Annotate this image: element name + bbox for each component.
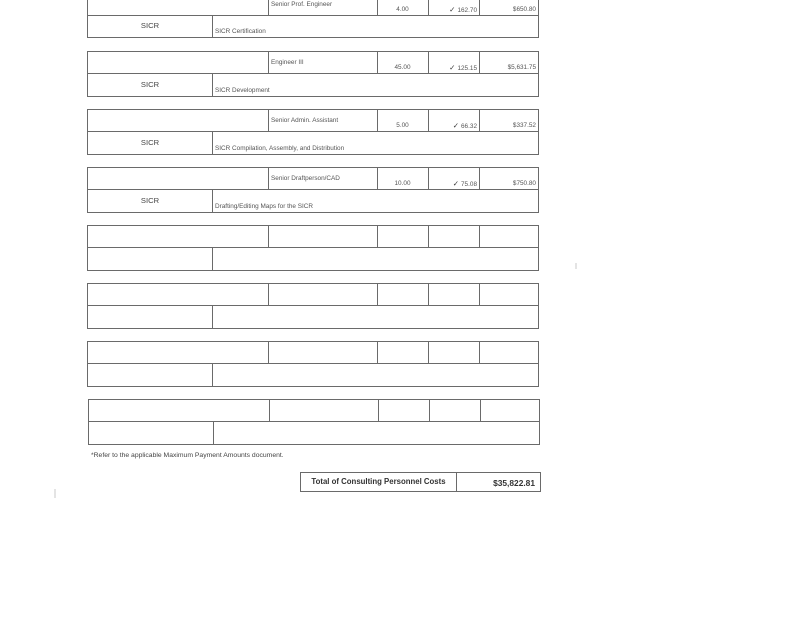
cell-divider <box>377 284 378 305</box>
hours-value: 10.00 <box>394 180 411 187</box>
check-mark-icon: ✓ <box>449 5 456 14</box>
empty-bottom-row <box>88 421 540 445</box>
cost-value: $5,631.75 <box>507 64 536 71</box>
entry-bottom-row <box>87 131 539 155</box>
check-mark-icon: ✓ <box>452 179 459 188</box>
cost-value: $750.80 <box>512 180 536 187</box>
job-title: Senior Admin. Assistant <box>271 117 339 124</box>
cell-divider <box>212 306 213 328</box>
task-code: SICR <box>140 138 160 147</box>
cell-divider <box>479 342 480 363</box>
entry-bottom-row <box>87 189 539 213</box>
cell-divider <box>268 226 269 247</box>
cell-divider <box>268 52 269 73</box>
entry-top-row <box>87 167 539 190</box>
cell-divider <box>268 284 269 305</box>
empty-bottom-row <box>87 305 539 329</box>
cell-divider <box>428 284 429 305</box>
total-value: $35,822.81 <box>493 478 535 488</box>
check-mark-icon: ✓ <box>449 63 456 72</box>
cell-divider <box>212 16 213 37</box>
cell-divider <box>269 400 270 421</box>
job-title: Engineer III <box>271 59 304 66</box>
task-description: SICR Development <box>215 87 270 94</box>
cost-value: $337.52 <box>512 122 536 129</box>
cell-divider <box>268 0 269 15</box>
footnote: *Refer to the applicable Maximum Payment Amounts document. <box>91 452 284 459</box>
rate-value: ✓ 162.70 <box>449 5 477 14</box>
cost-value: $650.80 <box>512 6 536 13</box>
task-code: SICR <box>140 196 160 205</box>
cell-divider <box>212 74 213 96</box>
scan-artifact <box>575 263 577 269</box>
cell-divider <box>377 342 378 363</box>
job-title: Senior Draftperson/CAD <box>271 175 340 182</box>
hours-value: 45.00 <box>394 64 411 71</box>
task-description: SICR Certification <box>215 28 266 35</box>
task-code: SICR <box>140 80 160 89</box>
rate-value: ✓ 125.15 <box>449 63 477 72</box>
empty-top-row <box>87 341 539 364</box>
cell-divider <box>212 190 213 212</box>
scan-artifact <box>54 489 56 498</box>
entry-top-row <box>87 109 539 132</box>
entry-bottom-row <box>87 73 539 97</box>
empty-bottom-row <box>87 363 539 387</box>
job-title: Senior Prof. Engineer <box>271 1 333 8</box>
empty-bottom-row <box>87 247 539 271</box>
empty-top-row <box>87 283 539 306</box>
cell-divider <box>377 226 378 247</box>
total-costs-box <box>300 472 541 492</box>
cell-divider <box>479 284 480 305</box>
check-mark-icon: ✓ <box>452 121 459 130</box>
total-label: Total of Consulting Personnel Costs <box>301 473 457 491</box>
task-code: SICR <box>140 21 160 30</box>
cell-divider <box>213 422 214 444</box>
cell-divider <box>212 248 213 270</box>
task-description: Drafting/Editing Maps for the SICR <box>215 203 314 210</box>
cell-divider <box>429 400 430 421</box>
cell-divider <box>212 132 213 154</box>
cell-divider <box>378 400 379 421</box>
hours-value: 4.00 <box>396 6 409 13</box>
entry-bottom-row <box>87 15 539 38</box>
rate-value: ✓ 75.08 <box>452 179 477 188</box>
cell-divider <box>268 110 269 131</box>
empty-top-row <box>88 399 540 422</box>
cell-divider <box>480 400 481 421</box>
cell-divider <box>479 226 480 247</box>
hours-value: 5.00 <box>396 122 409 129</box>
rate-value: ✓ 66.32 <box>452 121 477 130</box>
cell-divider <box>428 226 429 247</box>
empty-top-row <box>87 225 539 248</box>
entry-top-row <box>87 51 539 74</box>
entry-top-row <box>87 0 539 16</box>
cell-divider <box>212 364 213 386</box>
cell-divider <box>428 342 429 363</box>
cell-divider <box>268 342 269 363</box>
cell-divider <box>268 168 269 189</box>
task-description: SICR Compilation, Assembly, and Distribution <box>215 145 345 152</box>
